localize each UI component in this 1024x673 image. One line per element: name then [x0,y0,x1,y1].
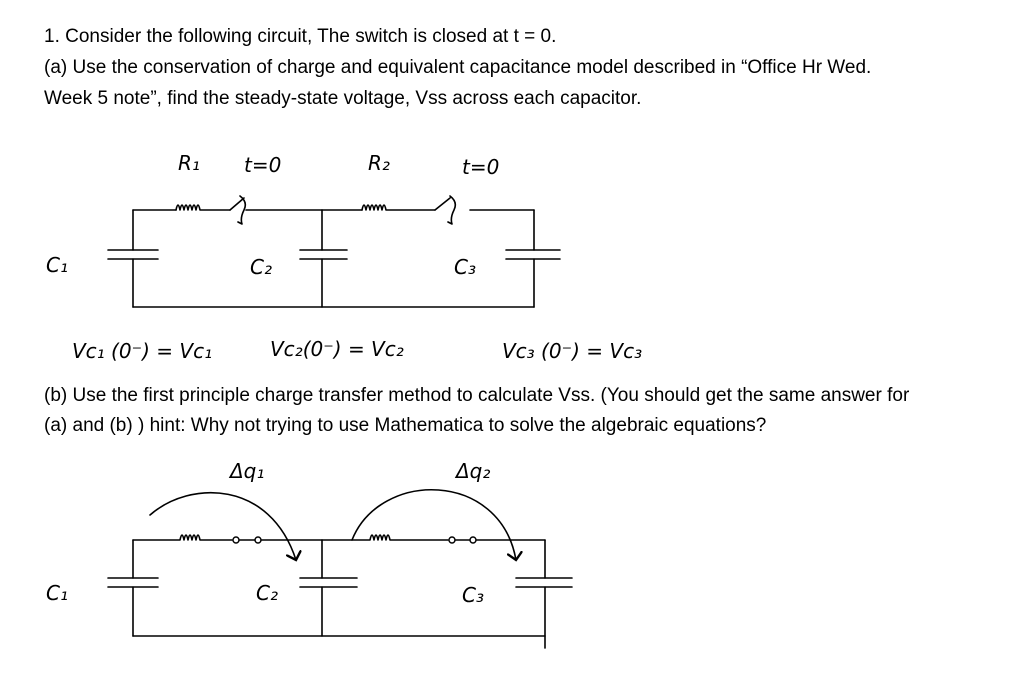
switch-1-label: t=0 [244,153,282,177]
circuit-b-c2-label: C₂ [256,581,278,605]
circuit-a [46,151,642,363]
circuit-b-capacitor-c2-symbol [300,578,357,587]
charge-transfer-arrow-2 [352,490,516,560]
circuit-b-capacitor-c3-symbol [516,578,572,587]
switch-2-label: t=0 [462,155,500,179]
circuit-b-c3-label: C₃ [462,583,484,607]
circuit-b [46,459,572,648]
r1-label: R₁ [178,151,200,175]
resistor-r1-symbol [176,205,230,210]
circuit-b-c1-label: C₁ [46,581,68,605]
circuit-b-terminal-2a [449,537,455,543]
part-b-line-1: (b) Use the first principle charge transfer method to calculate Vss. (You should get the same answer for [44,385,910,406]
c1-label: C₁ [46,253,68,277]
circuit-b-terminal-1b [255,537,261,543]
part-b-line-2: (a) and (b) ) hint: Why not trying to use Mathematica to solve the algebraic equations? [44,415,767,436]
circuit-b-resistor-r2-symbol [322,535,448,540]
circuit-b-terminal-2b [470,537,476,543]
capacitor-c3-symbol [506,250,560,259]
vc2-initial-condition: Vc₂(0⁻) = Vc₂ [270,337,404,361]
c2-label: C₂ [250,255,272,279]
circuit-b-top-wire-left [133,535,232,540]
switch-1-symbol [230,196,322,224]
c3-label: C₃ [454,255,476,279]
part-a-line-2: Week 5 note”, find the steady-state voltage, Vss across each capacitor. [44,88,642,109]
capacitor-c1-symbol [108,250,158,259]
charge-transfer-arrow-1 [150,493,296,560]
part-a-line-1: (a) Use the conservation of charge and equivalent capacitance model described in “Office Hr Wed. [44,57,872,78]
capacitor-c2-symbol [300,250,347,259]
circuit-b-capacitor-c1-symbol [108,578,158,587]
r2-label: R₂ [368,151,390,175]
circuit-b-terminal-1a [233,537,239,543]
delta-q1-label: Δq₁ [230,459,265,483]
vc3-initial-condition: Vc₃ (0⁻) = Vc₃ [502,339,643,363]
switch-2-symbol [435,196,534,224]
delta-q2-label: Δq₂ [456,459,491,483]
problem-statement: 1. Consider the following circuit, The switch is closed at t = 0. [44,26,557,47]
resistor-r2-symbol [362,205,435,210]
vc1-initial-condition: Vc₁ (0⁻) = Vc₁ [72,339,213,363]
